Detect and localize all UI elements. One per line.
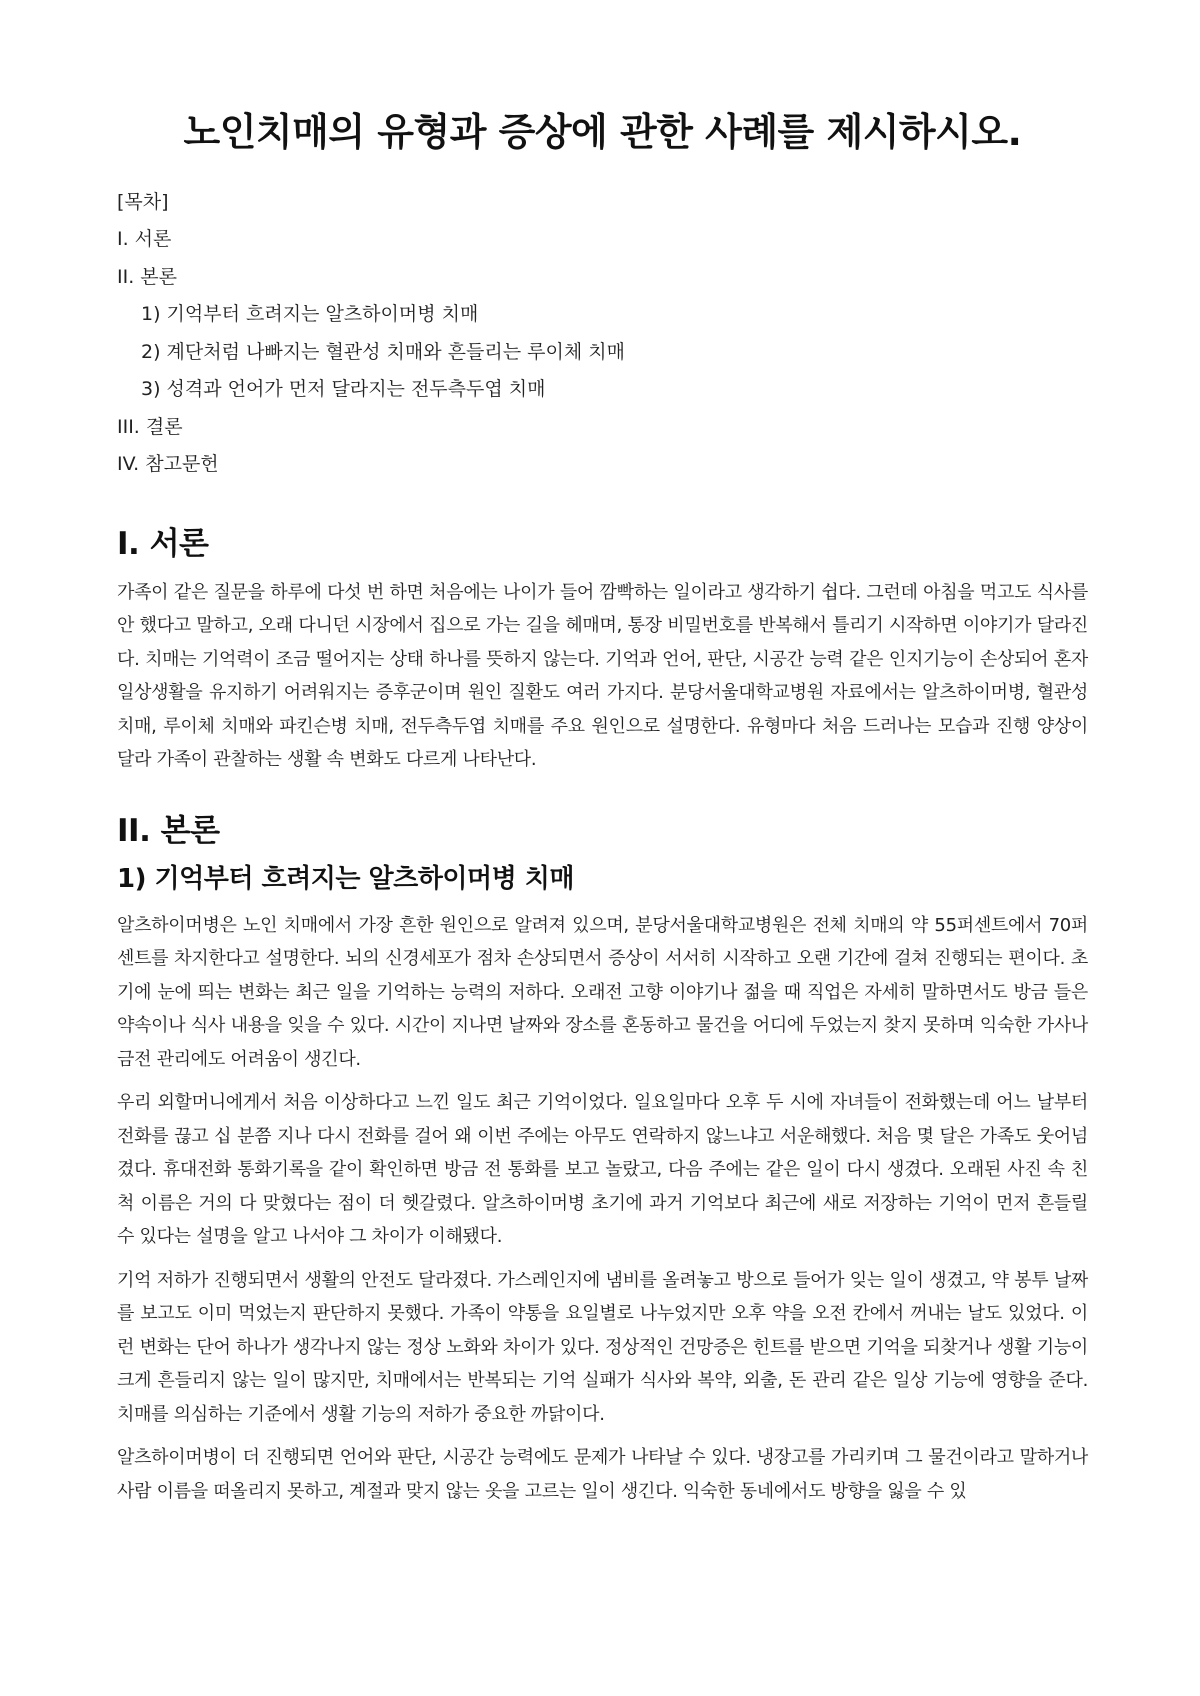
toc-label: [목차] [117, 190, 169, 213]
toc-item-introduction: I. 서론 [117, 228, 172, 251]
main-body-section [117, 811, 1088, 1509]
toc-item-frontotemporal: 3) 성격과 언어가 먼저 달라지는 전두측두엽 치매 [141, 378, 546, 401]
toc-item-vascular-lewy: 2) 계단처럼 나빠지는 혈관성 치매와 흔들리는 루이체 치매 [141, 340, 625, 363]
body-paragraph: 우리 외할머니에게서 처음 이상하다고 느낀 일도 최근 기억이었다. 일요일마다 오후 두 시에 자녀들이 전화했는데 어느 날부터 전화를 끊고 십 분쯤 지나 다시 전화를 걸어 왜 이번 주에는 아무도 연락하지 않느냐고 서운해했다. 처음 몇 달은 가족도 웃어넘겼다. 휴대전화 통화기록을 같이 확인하면 방금 전 통화를 보고 놀랐고, 다음 주에는 같은 일이 다시 생겼다. 오래된 사진 속 친척 이름은 거의 다 맞혔다는 점이 더 헷갈렸다. 알츠하이머병 초기에 과거 기억보다 최근에 새로 저장하는 기억이 먼저 흔들릴 수 있다는 설명을 알고 나서야 그 차이가 이해됐다. [117, 1092, 1088, 1248]
document-title: 노인치매의 유형과 증상에 관한 사례를 제시하시오. [183, 110, 1022, 154]
intro-paragraph: 가족이 같은 질문을 하루에 다섯 번 하면 처음에는 나이가 들어 깜빡하는 일이라고 생각하기 쉽다. 그런데 아침을 먹고도 식사를 안 했다고 말하고, 오래 다니던 시장에서 집으로 가는 길을 헤매며, 통장 비밀번호를 반복해서 틀리기 시작하면 이야기가 달라진다. 치매는 기억력이 조금 떨어지는 상태 하나를 뜻하지 않는다. 기억과 언어, 판단, 시공간 능력 같은 인지기능이 손상되어 혼자 일상생활을 유지하기 어려워지는 증후군이며 원인 질환도 여러 가지다. 분당서울대학교병원 자료에서는 알츠하이머병, 혈관성 치매, 루이체 치매와 파킨슨병 치매, 전두측두엽 치매를 주요 원인으로 설명한다. 유형마다 처음 드러나는 모습과 진행 양상이 달라 가족이 관찰하는 생활 속 변화도 다르게 나타난다. [117, 581, 1088, 771]
body-paragraph: 기억 저하가 진행되면서 생활의 안전도 달라졌다. 가스레인지에 냄비를 올려놓고 방으로 들어가 잊는 일이 생겼고, 약 봉투 날짜를 보고도 이미 먹었는지 판단하지 못했다. 가족이 약통을 요일별로 나누었지만 오후 약을 오전 칸에서 꺼내는 날도 있었다. 이런 변화는 단어 하나가 생각나지 않는 정상 노화와 차이가 있다. 정상적인 건망증은 힌트를 받으면 기억을 되찾거나 생활 기능이 크게 흔들리지 않는 일이 많지만, 치매에서는 반복되는 기억 실패가 식사와 복약, 외출, 돈 관리 같은 일상 기능에 영향을 준다. 치매를 의심하는 기준에서 생활 기능의 저하가 중요한 까닭이다. [117, 1269, 1088, 1425]
introduction-section [117, 524, 1088, 777]
subsection-alzheimers [117, 863, 1088, 1508]
subsection-heading-alzheimers: 1) 기억부터 흐려지는 알츠하이머병 치매 [117, 864, 575, 895]
body-paragraph: 알츠하이머병이 더 진행되면 언어와 판단, 시공간 능력에도 문제가 나타날 수 있다. 냉장고를 가리키며 그 물건이라고 말하거나 사람 이름을 떠올리지 못하고, 계절과 맞지 않는 옷을 고르는 일이 생긴다. 익숙한 동네에서도 방향을 잃을 수 있 [117, 1447, 1088, 1502]
toc-item-main-body: II. 본론 [117, 265, 177, 288]
body-paragraph: 알츠하이머병은 노인 치매에서 가장 흔한 원인으로 알려져 있으며, 분당서울대학교병원은 전체 치매의 약 55퍼센트에서 70퍼센트를 차지한다고 설명한다. 뇌의 신경세포가 점차 손상되면서 증상이 서서히 시작하고 오랜 기간에 걸쳐 진행되는 편이다. 초기에 눈에 띄는 변화는 최근 일을 기억하는 능력의 저하다. 오래전 고향 이야기나 젊을 때 직업은 자세히 말하면서도 방금 들은 약속이나 식사 내용을 잊을 수 있다. 시간이 지나면 날짜와 장소를 혼동하고 물건을 어디에 두었는지 찾지 못하며 익숙한 가사나 금전 관리에도 어려움이 생긴다. [117, 914, 1088, 1070]
toc-item-references: IV. 참고문헌 [117, 453, 219, 476]
toc-item-alzheimers: 1) 기억부터 흐려지는 알츠하이머병 치매 [141, 303, 479, 326]
section-heading-main-body: II. 본론 [117, 812, 220, 849]
toc-item-conclusion: III. 결론 [117, 415, 183, 438]
section-heading-introduction: I. 서론 [117, 525, 209, 562]
table-of-contents [117, 184, 1088, 484]
